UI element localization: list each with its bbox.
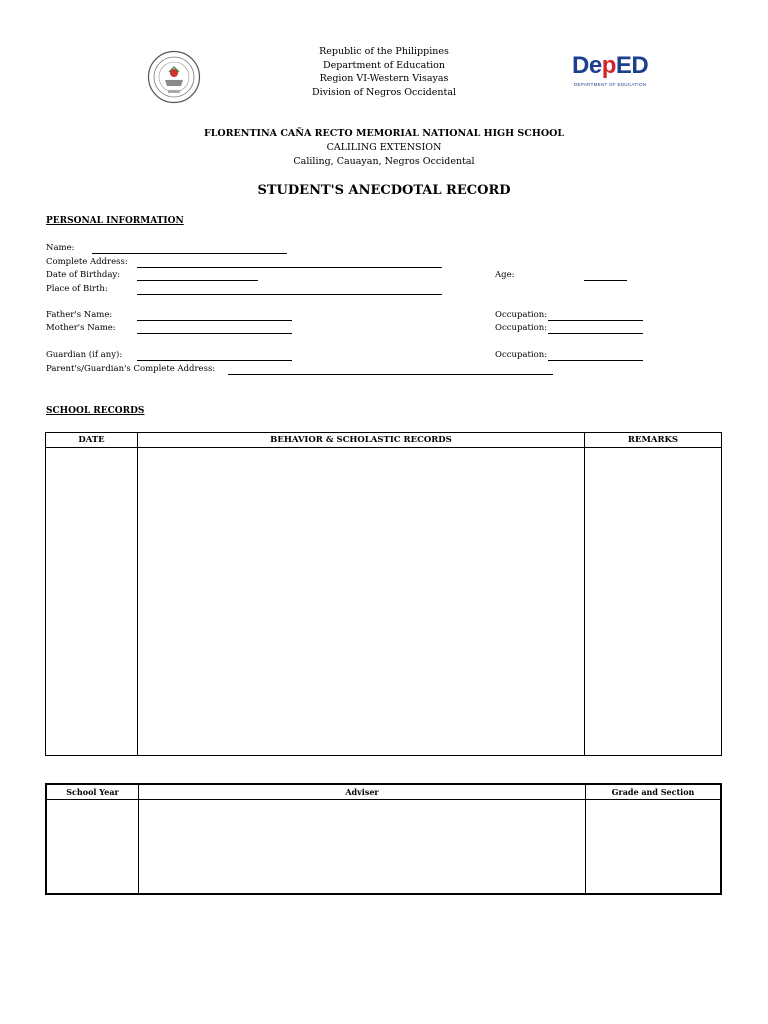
header-line: Region VI-Western Visayas (319, 73, 449, 84)
parent-address-label: Parent's/Guardian's Complete Address: (46, 364, 216, 374)
mother-occupation-label: Occupation: (495, 323, 548, 333)
date-column-header: DATE (46, 433, 138, 448)
name-label: Name: (46, 243, 75, 253)
school-records-table (45, 432, 722, 756)
header-line: Division of Negros Occidental (311, 86, 457, 98)
mother-label: Mother's Name: (46, 323, 116, 333)
adviser-table (45, 783, 722, 895)
grade-section-cell[interactable] (586, 800, 722, 894)
father-occupation-label: Occupation: (495, 310, 548, 320)
remarks-cell[interactable] (585, 448, 722, 756)
grade-section-column-header: Grade and Section (586, 784, 722, 800)
school-year-column-header: School Year (46, 784, 139, 800)
school-year-cell[interactable] (46, 800, 139, 894)
behavior-column-header: BEHAVIOR & SCHOLASTIC RECORDS (138, 433, 585, 448)
birthplace-field[interactable] (137, 294, 442, 295)
birthday-label: Date of Birthday: (46, 270, 121, 280)
father-occupation-field[interactable] (548, 320, 643, 321)
mother-occupation-field[interactable] (548, 333, 643, 334)
school-extension: CALILING EXTENSION (326, 142, 442, 153)
mother-field[interactable] (137, 333, 292, 334)
age-field[interactable] (584, 280, 627, 281)
adviser-column-header: Adviser (139, 784, 586, 800)
remarks-column-header: REMARKS (585, 433, 722, 448)
school-records-heading: SCHOOL RECORDS (46, 406, 145, 416)
name-field[interactable] (92, 253, 287, 254)
behavior-cell[interactable] (138, 448, 585, 756)
header-line: Department of Education (323, 59, 445, 71)
personal-info-heading: PERSONAL INFORMATION (46, 216, 184, 226)
father-field[interactable] (137, 320, 292, 321)
guardian-label: Guardian (if any): (46, 350, 123, 360)
page-title: STUDENT'S ANECDOTAL RECORD (257, 183, 511, 198)
school-location: Caliling, Cauayan, Negros Occidental (293, 156, 475, 167)
address-label: Complete Address: (46, 257, 128, 267)
birthday-field[interactable] (137, 280, 258, 281)
date-cell[interactable] (46, 448, 138, 756)
header-line: Republic of the Philippines (319, 46, 449, 57)
birthplace-label: Place of Birth: (46, 284, 108, 294)
deped-logo-caption: DEPARTMENT OF EDUCATION (574, 82, 647, 87)
guardian-field[interactable] (137, 360, 292, 361)
guardian-occupation-field[interactable] (548, 360, 643, 361)
address-field[interactable] (137, 267, 442, 268)
father-label: Father's Name: (46, 310, 113, 320)
parent-address-field[interactable] (228, 374, 553, 375)
age-label: Age: (495, 270, 515, 280)
adviser-cell[interactable] (139, 800, 586, 894)
guardian-occupation-label: Occupation: (495, 350, 548, 360)
deped-logo: DepED DEPARTMENT OF EDUCATION (572, 52, 684, 94)
school-name: FLORENTINA CAÑA RECTO MEMORIAL NATIONAL HIGH SCHOOL (203, 128, 565, 139)
